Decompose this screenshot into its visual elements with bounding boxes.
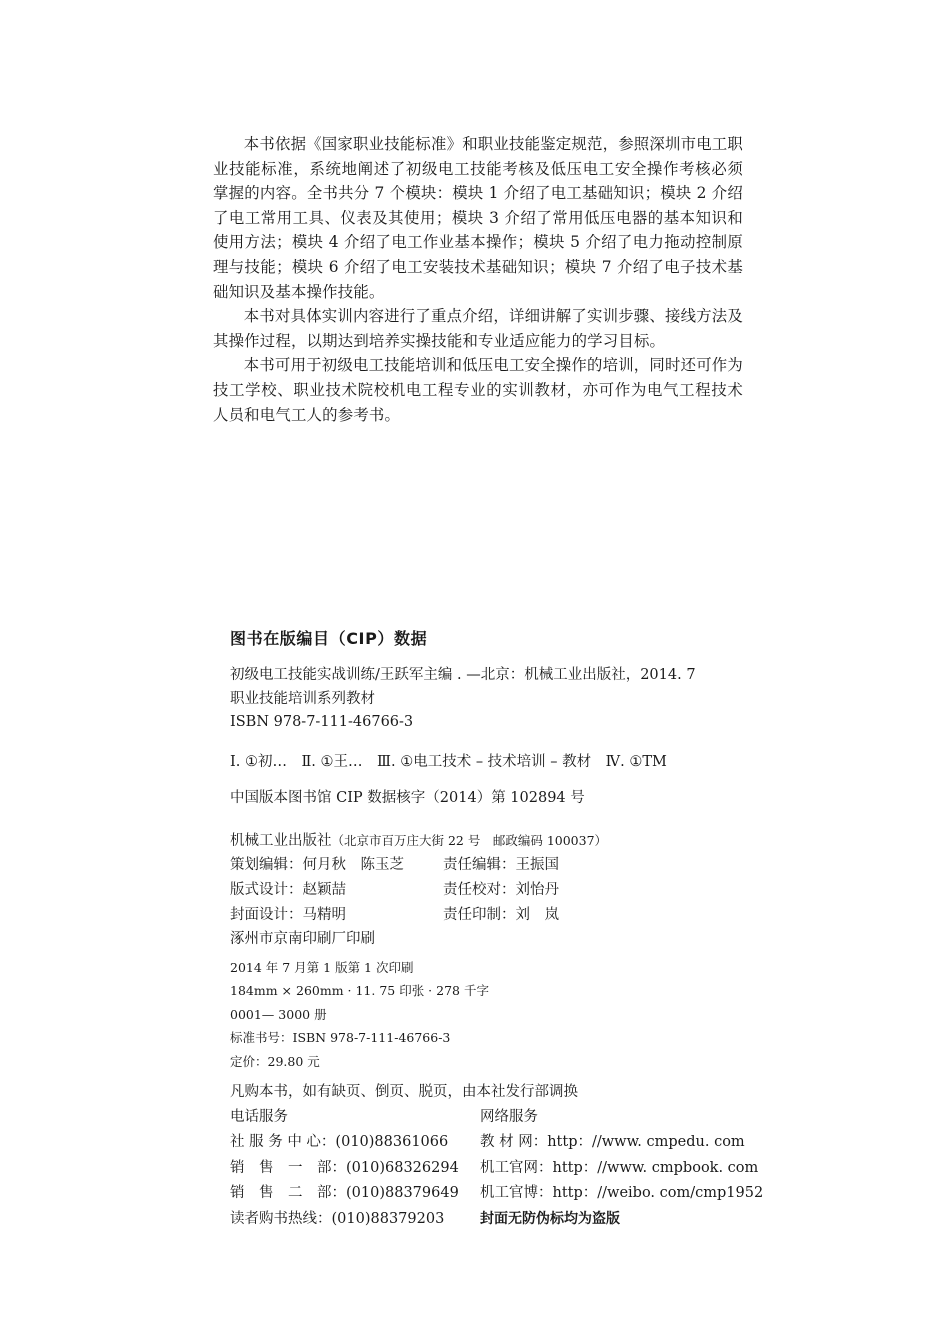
intro-paragraph: 本书依据《国家职业技能标准》和职业技能鉴定规范，参照深圳市电工职业技能标准，系统地阐述了初级电工技能考核及低压电工安全操作考核必须掌握的内容。全书共分 7 个模块：模块 1 介绍了电工基础知识；模块 2 介绍了电工常用工具、仪表及其使用；模块 3 介绍了常用低压电器的基本知识和使用方法；模块 4 介绍了电工作业基本操作；模块 5 介绍了电力拖动控制原理与技能；模块 6 介绍了电工安装技术基础知识；模块 7 介绍了电子技术基础知识及基本操作技能。 — [213, 135, 743, 301]
credit-left: 版式设计：赵颖喆 — [230, 882, 346, 898]
phone-service-item: 社 服 务 中 心：(010)88361066 — [230, 1134, 449, 1150]
web-service-header: 网络服务 — [480, 1108, 538, 1125]
intro-paragraph: 本书可用于初级电工技能培训和低压电工安全操作的培训，同时还可作为技工学校、职业技术院校机电工程专业的实训教材，亦可作为电气工程技术人员和电气工人的参考书。 — [213, 356, 743, 424]
credit-right: 责任编辑：王振国 — [443, 857, 559, 873]
cip-title: 图书在版编目（CIP）数据 — [230, 629, 428, 648]
publisher-address: （北京市百万庄大街 22 号 邮政编码 100037） — [331, 832, 608, 848]
publisher-line — [230, 829, 790, 854]
web-service-item: 机工官博：http：//weibo. com/cmp1952 — [480, 1185, 764, 1201]
service-table — [230, 1105, 790, 1233]
edition: 2014 年 7 月第 1 版第 1 次印刷 — [230, 959, 414, 975]
anti-counterfeit-notice: 封面无防伪标均为盗版 — [480, 1210, 620, 1227]
cip-number: 中国版本图书馆 CIP 数据核字（2014）第 102894 号 — [230, 790, 585, 806]
cip-classification: Ⅰ. ①初… Ⅱ. ①王… Ⅲ. ①电工技术 – 技术培训 – 教材 Ⅳ. ①TM — [230, 753, 667, 770]
credit-right: 责任校对：刘怡丹 — [443, 882, 559, 898]
web-service-item: 教 材 网：http：//www. cmpedu. com — [480, 1134, 745, 1150]
standard-number: 标准书号：ISBN 978-7-111-46766-3 — [230, 1030, 451, 1045]
phone-service-item: 销 售 二 部：(010)88379649 — [230, 1185, 459, 1201]
phone-service-item: 读者购书热线：(010)88379203 — [230, 1210, 445, 1227]
intro-paragraph: 本书对具体实训内容进行了重点介绍，详细讲解了实训步骤、接线方法及其操作过程，以期达到培养实操技能和专业适应能力的学习目标。 — [213, 307, 743, 350]
print-run: 0001— 3000 册 — [230, 1006, 327, 1022]
credit-left: 策划编辑：何月秋 陈玉芝 — [230, 857, 404, 873]
credit-row — [230, 903, 790, 928]
publisher-name: 机械工业出版社 — [230, 832, 332, 849]
credit-left: 封面设计：马精明 — [230, 907, 346, 923]
intro-text — [213, 132, 743, 427]
phone-service-item: 销 售 一 部：(010)68326294 — [230, 1159, 459, 1176]
format: 184mm × 260mm · 11. 75 印张 · 278 千字 — [230, 983, 489, 998]
credit-row — [230, 853, 790, 878]
credit-row — [230, 878, 790, 903]
cip-citation: 初级电工技能实战训练/王跃军主编 . —北京：机械工业出版社，2014. 7 — [230, 667, 696, 683]
price: 定价：29.80 元 — [230, 1053, 320, 1069]
phone-service-header: 电话服务 — [230, 1108, 288, 1125]
cip-isbn: ISBN 978-7-111-46766-3 — [230, 714, 414, 730]
credit-right: 责任印制：刘 岚 — [443, 907, 559, 923]
cip-block — [230, 664, 790, 1232]
cip-series: 职业技能培训系列教材 — [230, 690, 375, 707]
web-service-item: 机工官网：http：//www. cmpbook. com — [480, 1159, 759, 1176]
printer: 涿州市京南印刷厂印刷 — [230, 931, 375, 947]
notice: 凡购本书，如有缺页、倒页、脱页，由本社发行部调换 — [230, 1084, 578, 1100]
